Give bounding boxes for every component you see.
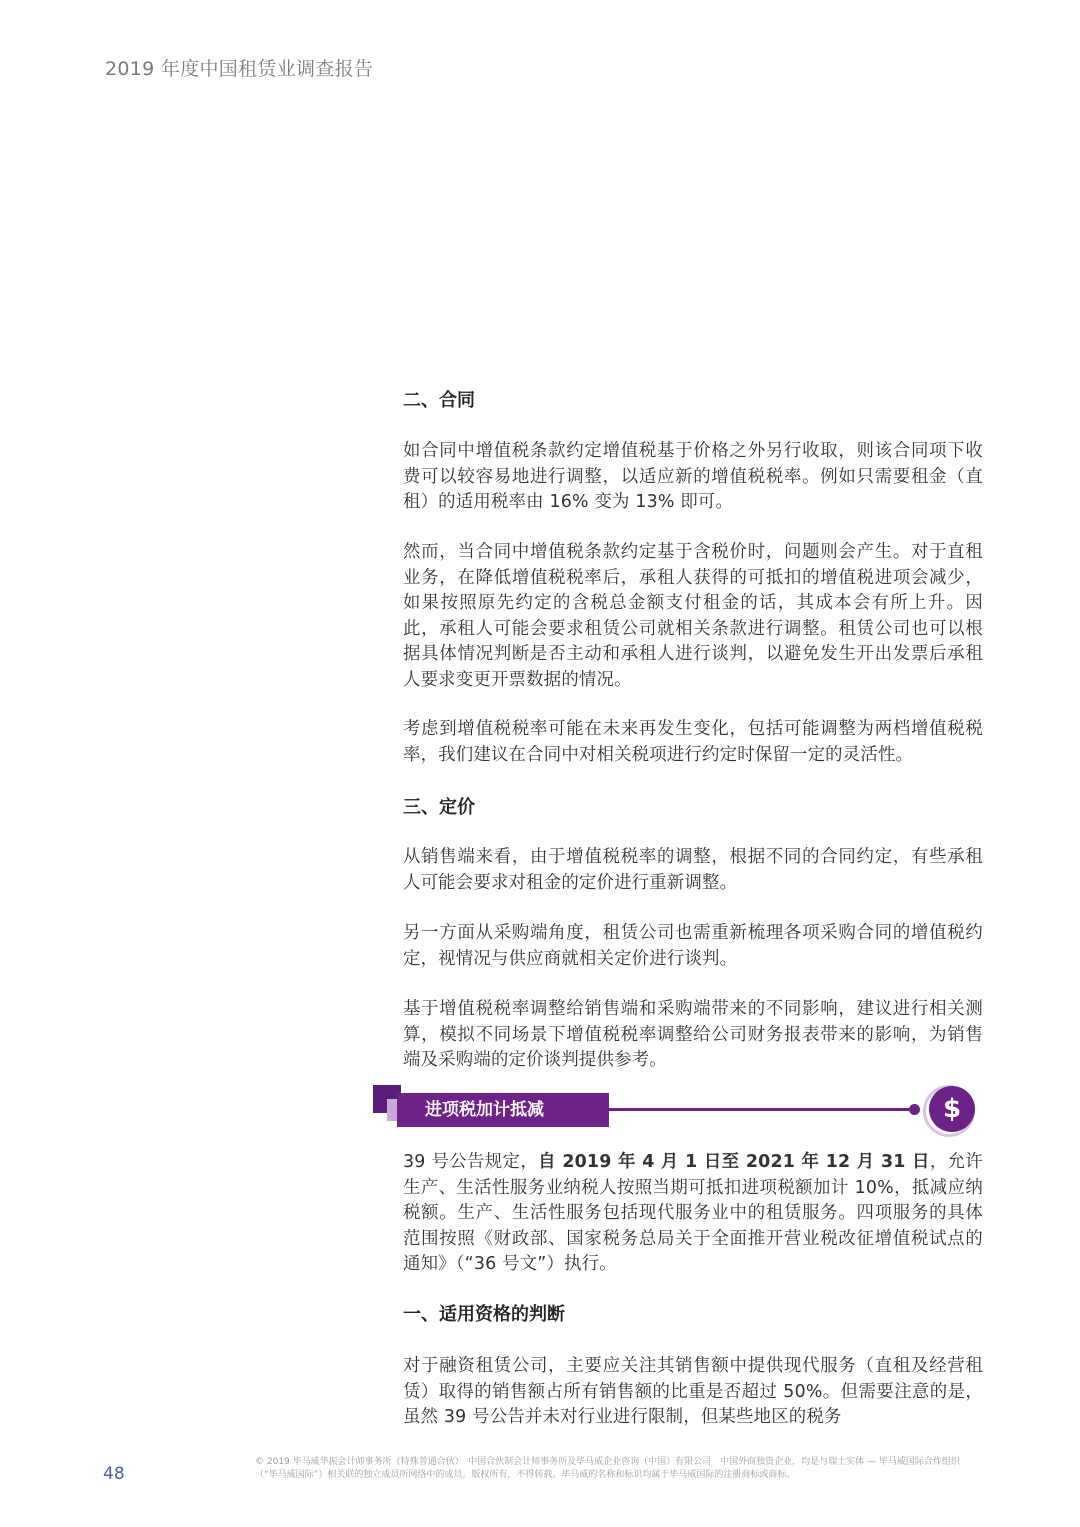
section-title-contract: 二、合同 — [403, 390, 475, 411]
section-title-pricing: 三、定价 — [403, 797, 475, 818]
dollar-coin-icon: $ — [929, 1086, 975, 1132]
section-banner — [373, 1082, 983, 1140]
paragraph: 考虑到增值税税率可能在未来再发生变化，包括可能调整为两档增值税税率，我们建议在合同中对相关税项进行约定时保留一定的灵活性。 — [403, 719, 983, 765]
page-number: 48 — [103, 1464, 125, 1484]
paragraph: 基于增值税税率调整给销售端和采购端带来的不同影响，建议进行相关测算，模拟不同场景下增值税税率调整给公司财务报表带来的影响，为销售端及采购端的定价谈判提供参考。 — [403, 999, 983, 1071]
footer-legal-text: © 2019 毕马威华振会计师事务所（特殊普通合伙） 中国合伙制会计师事务所及毕马威企业咨询（中国）有限公司 中国外商独资企业，均是与瑞士实体 — 毕马威国际合作组织（“毕马威国际”）相关联的独立成员所网络中的成员。版权所有，不得转载。毕马威的名称和标识均属于毕马威国际的注册商标或商标。 — [255, 1457, 960, 1480]
paragraph: 另一方面从采购端角度，租赁公司也需重新梳理各项采购合同的增值税约定，视情况与供应商就相关定价进行谈判。 — [403, 923, 983, 969]
banner-dot — [909, 1104, 920, 1115]
paragraph-intro — [403, 1150, 983, 1278]
running-header-title: 2019 年度中国租赁业调查报告 — [105, 58, 374, 80]
paragraph: 然而，当合同中增值税条款约定基于含税价时，问题则会产生。对于直租业务，在降低增值税税率后，承租人获得的可抵扣的增值税进项会减少，如果按照原先约定的含税总金额支付租金的话，其成本会有所上升。因此，承租人可能会要求租赁公司就相关条款进行调整。租赁公司也可以根据具体情况判断是否主动和承租人进行谈判，以避免发生开出发票后承租人要求变更开票数据的情况。 — [403, 542, 983, 690]
paragraph: 如合同中增值税条款约定增值税基于价格之外另行收取，则该合同项下收费可以较容易地进行调整，以适应新的增值税税率。例如只需要租金（直租）的适用税率由 16% 变为 13% 即可。 — [403, 441, 983, 513]
intro-date-range: 自 2019 年 4 月 1 日至 2021 年 12 月 31 日 — [538, 1152, 930, 1172]
intro-text: ，允许生产、生活性服务业纳税人按照当期可抵扣进项税额加计 10%，抵减应纳税额。生产、生活性服务包括现代服务业中的租赁服务。四项服务的具体范围按照《财政部、国家税务总局关于全面推开营业税改征增值税试点的通知》（“36 号文”）执行。 — [403, 1152, 983, 1275]
subsection-title-eligibility: 一、适用资格的判断 — [403, 1304, 565, 1325]
banner-rule — [609, 1108, 913, 1111]
banner-label: 进项税加计抵减 — [397, 1093, 609, 1127]
paragraph: 从销售端来看，由于增值税税率的调整，根据不同的合同约定，有些承租人可能会要求对租金的定价进行重新调整。 — [403, 847, 983, 893]
intro-text: 39 号公告规定， — [403, 1152, 539, 1172]
paragraph: 对于融资租赁公司，主要应关注其销售额中提供现代服务（直租及经营租赁）取得的销售额占所有销售额的比重是否超过 50%。但需要注意的是，虽然 39 号公告并未对行业进行限制，但某些地区的税务 — [403, 1356, 983, 1428]
